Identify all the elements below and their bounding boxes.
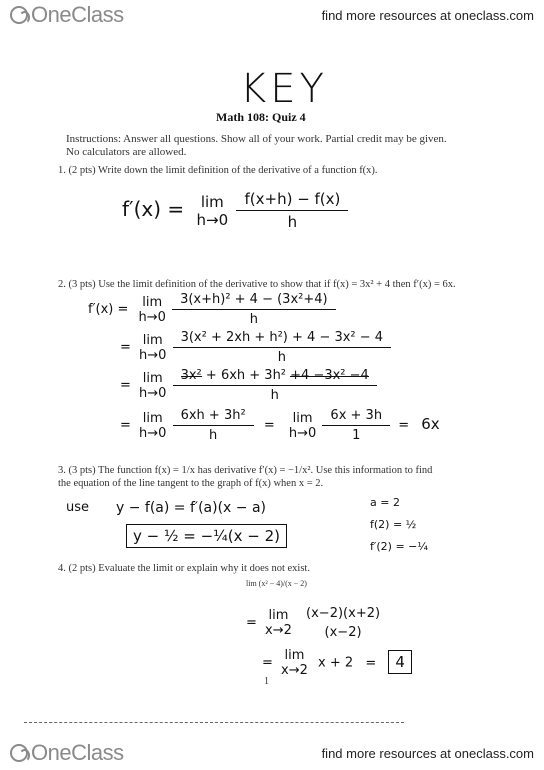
answer-1-fraction — [240, 190, 344, 231]
lim-subscript: h→0 — [139, 385, 167, 401]
lim-label: lim — [142, 370, 163, 386]
fraction-numerator: 3(x+h)² + 4 − (3x²+4) — [180, 292, 328, 307]
fraction-denominator: 1 — [322, 425, 390, 443]
question-2: 2. (3 pts) Use the limit definition of the derivative to show that if f(x) = 3x² + 4 then f′(x) = 6x. — [58, 279, 456, 290]
answer-2-result: 6x — [421, 415, 440, 433]
lim-label: lim — [142, 410, 163, 426]
question-4: 4. (2 pts) Evaluate the limit or explain why it does not exist. — [58, 563, 310, 574]
answer-2-line-3 — [120, 368, 373, 403]
fraction-numerator — [177, 368, 373, 385]
given-f-of-a: f(2) = ½ — [370, 518, 417, 531]
answer-4-boxed-answer: 4 — [388, 650, 412, 674]
instructions-line-2: No calculators are allowed. — [66, 146, 187, 158]
answer-2-line-1 — [88, 292, 332, 327]
answer-3-given-values — [370, 492, 428, 558]
answer-2-lhs: f′(x) = — [88, 302, 129, 317]
answer-3-boxed-answer: y − ½ = −¼(x − 2) — [126, 524, 287, 548]
resources-link-bottom[interactable]: find more resources at oneclass.com — [321, 745, 534, 761]
fraction-denominator: h — [173, 347, 391, 365]
lim-subscript: h→0 — [138, 309, 166, 325]
answer-2-limit-5 — [289, 411, 316, 441]
cancelled-term: +4 −3x² −4 — [290, 368, 369, 383]
answer-4-expression: x + 2 — [318, 655, 354, 671]
quiz-title: Math 108: Quiz 4 — [216, 110, 306, 124]
answer-2-fraction-4 — [177, 408, 250, 443]
fraction-numerator: 6x + 3h — [330, 408, 383, 423]
answer-4-limit — [265, 608, 292, 638]
page-bottom-rule — [24, 722, 404, 723]
answer-1-limit — [197, 193, 229, 229]
equals-sign: = — [263, 418, 275, 433]
given-f-prime-of-a: f′(2) = −¼ — [370, 540, 429, 553]
answer-2-fraction-3 — [177, 368, 373, 403]
equals-sign: = — [120, 340, 131, 355]
fraction-numerator: 3(x² + 2xh + h²) + 4 − 3x² − 4 — [180, 330, 384, 345]
answer-4-limit-2 — [281, 648, 308, 678]
fraction-denominator: (x−2) — [324, 625, 362, 640]
answer-4-fraction — [302, 606, 384, 640]
fraction-numerator: 6xh + 3h² — [180, 408, 246, 423]
fraction-denominator: h — [236, 210, 348, 231]
fraction-denominator: h — [172, 309, 336, 327]
oneclass-logo-bottom[interactable] — [10, 740, 124, 766]
answer-2-limit — [139, 295, 166, 325]
equals-sign: = — [246, 615, 257, 631]
question-1: 1. (2 pts) Write down the limit definition of the derivative of a function f(x). — [58, 165, 378, 176]
answer-4-line-2 — [262, 648, 412, 678]
page-number: 1 — [264, 676, 269, 687]
answer-1 — [122, 190, 344, 231]
top-banner — [0, 0, 544, 30]
lim-subscript: h→0 — [196, 210, 229, 229]
answer-4-line-1 — [246, 606, 384, 640]
lim-label: lim — [142, 332, 163, 348]
lim-label: lim — [292, 410, 313, 426]
answer-2-fraction-1 — [176, 292, 332, 327]
oneclass-logo[interactable] — [10, 2, 124, 28]
equals-sign: = — [262, 655, 273, 671]
lim-subscript: x→2 — [265, 623, 292, 638]
equals-sign: = — [120, 418, 131, 433]
answer-2-limit-4 — [139, 411, 166, 441]
answer-2-limit-2 — [139, 333, 166, 363]
equals-sign: = — [120, 378, 131, 393]
answer-2-line-2 — [120, 330, 387, 365]
fraction-numerator: f(x+h) − f(x) — [244, 190, 341, 208]
resources-link[interactable]: find more resources at oneclass.com — [321, 7, 534, 23]
answer-3-use-label: use — [66, 500, 90, 515]
lim-subscript: h→0 — [139, 347, 167, 363]
answer-2-limit-3 — [139, 371, 166, 401]
fraction-denominator: h — [173, 385, 377, 403]
instructions-line-1: Instructions: Answer all questions. Show all of your work. Partial credit may be given. — [66, 133, 447, 145]
fraction-denominator: h — [173, 425, 254, 443]
answer-2-fraction-2 — [177, 330, 387, 365]
lim-subscript: h→0 — [139, 425, 167, 441]
given-a: a = 2 — [370, 496, 400, 509]
question-3-line-2: the equation of the line tangent to the graph of f(x) when x = 2. — [58, 478, 324, 489]
lim-subscript: h→0 — [288, 425, 317, 441]
lim-label: lim — [284, 648, 305, 663]
question-4-limit-expression: lim (x² − 4)/(x − 2) — [246, 579, 307, 588]
remaining-terms: + 6xh + 3h² — [201, 368, 291, 383]
oneclass-logo-icon — [10, 744, 28, 762]
answer-key-heading: KEY — [240, 66, 328, 112]
equals-sign: = — [365, 655, 377, 671]
question-3-line-1: 3. (3 pts) The function f(x) = 1/x has derivative f′(x) = −1/x². Use this information to find — [58, 465, 433, 476]
cancelled-term: 3x² — [180, 368, 202, 383]
brand-name: OneClass — [31, 740, 124, 765]
fraction-numerator: (x−2)(x+2) — [306, 606, 381, 621]
oneclass-logo-icon — [10, 6, 28, 24]
quiz-page — [0, 30, 544, 738]
answer-3-formula: y − f(a) = f′(a)(x − a) — [116, 500, 267, 516]
instructions — [66, 133, 486, 159]
answer-2-line-4 — [120, 408, 440, 443]
answer-2-fraction-5 — [326, 408, 386, 443]
lim-label: lim — [268, 608, 289, 623]
lim-label: lim — [200, 192, 224, 211]
equals-sign: = — [398, 418, 410, 433]
lim-subscript: x→2 — [281, 663, 308, 678]
lim-label: lim — [142, 294, 163, 310]
brand-name: OneClass — [31, 2, 124, 27]
answer-1-lhs: f′(x) = — [122, 197, 185, 221]
bottom-banner — [0, 738, 544, 768]
question-3 — [58, 464, 498, 490]
